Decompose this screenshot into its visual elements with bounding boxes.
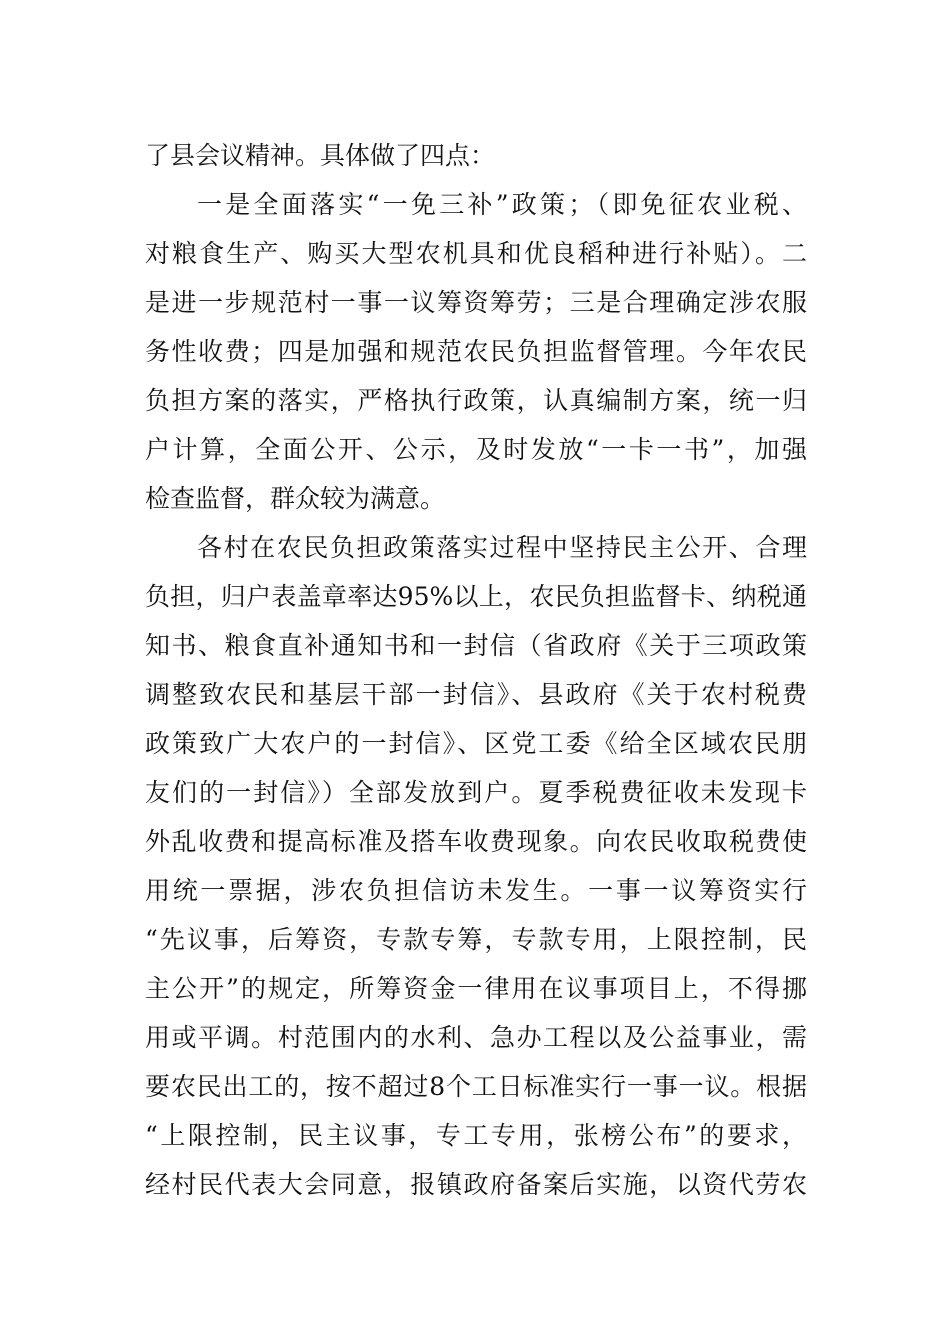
document-body <box>145 131 807 1209</box>
paragraph-1-line-7: 检查监督，群众较为满意。 <box>145 484 446 513</box>
paragraph-2-line-12: 要农民出工的，按不超过8个工日标准实行一事一议。根据 <box>145 1072 807 1101</box>
paragraph-2-line-3: 知书、粮食直补通知书和一封信（省政府《关于三项政策 <box>145 631 807 660</box>
paragraph-1-line-6: 户计算，全面公开、公示，及时发放“一卡一书”，加强 <box>145 435 807 464</box>
paragraph-2-line-13: “上限控制，民主议事，专工专用，张榜公布”的要求， <box>145 1121 807 1150</box>
paragraph-2-line-8: 用统一票据，涉农负担信访未发生。一事一议筹资实行 <box>145 876 807 905</box>
paragraph-1-line-2: 对粮食生产、购买大型农机具和优良稻种进行补贴）。二 <box>145 239 807 268</box>
text-line-1: 了县会议精神。具体做了四点： <box>145 141 496 170</box>
paragraph-2-line-6: 友们的一封信》）全部发放到户。夏季税费征收未发现卡 <box>145 778 807 807</box>
paragraph-1-line-1: 一是全面落实“一免三补”政策；（即免征农业税、 <box>197 190 807 219</box>
paragraph-2-line-9: “先议事，后筹资，专款专筹，专款专用，上限控制，民 <box>145 925 807 954</box>
paragraph-2-line-7: 外乱收费和提高标准及搭车收费现象。向农民收取税费使 <box>145 827 807 856</box>
paragraph-2-line-1: 各村在农民负担政策落实过程中坚持民主公开、合理 <box>197 533 807 562</box>
paragraph-1-line-5: 负担方案的落实，严格执行政策，认真编制方案，统一归 <box>145 386 807 415</box>
paragraph-2-line-14: 经村民代表大会同意，报镇政府备案后实施，以资代劳农 <box>145 1170 807 1199</box>
paragraph-2-line-4: 调整致农民和基层干部一封信》、县政府《关于农村税费 <box>145 680 807 709</box>
paragraph-1-line-4: 务性收费；四是加强和规范农民负担监督管理。今年农民 <box>145 337 807 366</box>
paragraph-2-line-2: 负担，归户表盖章率达95%以上，农民负担监督卡、纳税通 <box>145 582 807 611</box>
paragraph-2-line-11: 用或平调。村范围内的水利、急办工程以及公益事业，需 <box>145 1023 807 1052</box>
paragraph-1-line-3: 是进一步规范村一事一议筹资筹劳；三是合理确定涉农服 <box>145 288 807 317</box>
paragraph-2-line-5: 政策致广大农户的一封信》、区党工委《给全区域农民朋 <box>145 729 807 758</box>
paragraph-2-line-10: 主公开”的规定，所筹资金一律用在议事项目上，不得挪 <box>145 974 807 1003</box>
